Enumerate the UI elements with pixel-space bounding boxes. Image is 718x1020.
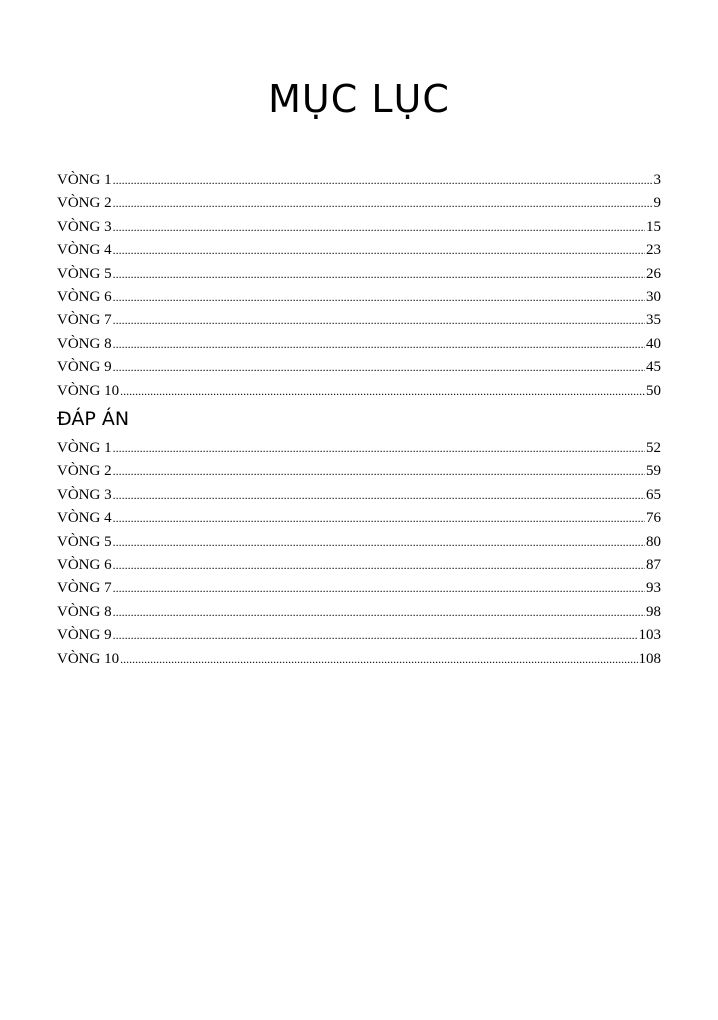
toc-page-number: 15 (646, 218, 661, 235)
toc-leader-dots (113, 461, 645, 481)
toc-entry-label: VÒNG 3 (57, 218, 112, 235)
toc-entry-label: VÒNG 4 (57, 510, 112, 527)
toc-entry-label: VÒNG 1 (57, 440, 112, 456)
toc-entry-label: VÒNG 10 (57, 650, 120, 667)
toc-row[interactable] (57, 170, 661, 193)
answers-section-heading: ĐÁP ÁN (57, 408, 130, 430)
toc-leader-dots (113, 193, 653, 213)
toc-page-number: 103 (638, 627, 661, 644)
toc-leader-dots (113, 217, 645, 237)
toc-row[interactable] (57, 287, 661, 310)
toc-entry-label: VÒNG 9 (57, 627, 112, 644)
toc-entry-label: VÒNG 8 (57, 603, 112, 620)
toc-entry-label: VÒNG 6 (57, 556, 112, 573)
toc-page-number: 52 (646, 440, 661, 456)
toc-leader-dots (113, 485, 645, 505)
toc-page-number: 87 (646, 556, 661, 573)
toc-row[interactable] (57, 357, 661, 380)
toc-entry-label: VÒNG 1 (57, 172, 112, 188)
toc-entry-label: VÒNG 5 (57, 265, 112, 282)
toc-leader-dots (113, 264, 645, 284)
toc-leader-dots (113, 334, 645, 354)
toc-entry-label: VÒNG 2 (57, 195, 112, 212)
toc-leader-dots (113, 240, 645, 260)
toc-entry-label: VÒNG 4 (57, 242, 112, 259)
toc-leader-dots (113, 508, 645, 528)
page-title: MỤC LỤC (268, 77, 450, 121)
toc-page-number: 80 (646, 533, 661, 550)
toc-row[interactable] (57, 217, 661, 240)
table-of-contents (57, 170, 661, 404)
toc-row[interactable] (57, 334, 661, 357)
toc-row[interactable] (57, 532, 661, 555)
toc-page-number: 40 (646, 335, 661, 352)
toc-leader-dots (113, 287, 645, 307)
toc-page-number: 50 (646, 382, 661, 399)
toc-row[interactable] (57, 193, 661, 216)
toc-leader-dots (120, 381, 645, 401)
toc-leader-dots (113, 438, 645, 458)
toc-page-number: 26 (646, 265, 661, 282)
toc-page-number: 65 (646, 486, 661, 503)
toc-leader-dots (113, 170, 653, 190)
toc-row[interactable] (57, 310, 661, 333)
toc-page-number: 108 (638, 650, 661, 667)
toc-page-number: 35 (646, 312, 661, 329)
toc-entry-label: VÒNG 5 (57, 533, 112, 550)
toc-row[interactable] (57, 649, 661, 672)
toc-entry-label: VÒNG 7 (57, 312, 112, 329)
toc-row[interactable] (57, 438, 661, 461)
toc-page-number: 59 (646, 463, 661, 480)
toc-page-number: 30 (646, 288, 661, 305)
toc-entry-label: VÒNG 9 (57, 359, 112, 376)
toc-leader-dots (113, 625, 638, 645)
toc-page-number: 98 (646, 603, 661, 620)
toc-entry-label: VÒNG 8 (57, 335, 112, 352)
answers-table-of-contents (57, 438, 661, 672)
toc-leader-dots (113, 532, 645, 552)
toc-row[interactable] (57, 264, 661, 287)
toc-leader-dots (113, 555, 645, 575)
toc-leader-dots (113, 310, 645, 330)
toc-leader-dots (113, 602, 645, 622)
toc-leader-dots (120, 649, 637, 669)
toc-page-number: 45 (646, 359, 661, 376)
toc-row[interactable] (57, 555, 661, 578)
toc-page-number: 93 (646, 580, 661, 597)
toc-row[interactable] (57, 578, 661, 601)
toc-page-number: 23 (646, 242, 661, 259)
toc-entry-label: VÒNG 10 (57, 382, 120, 399)
toc-row[interactable] (57, 240, 661, 263)
toc-row[interactable] (57, 461, 661, 484)
toc-row[interactable] (57, 602, 661, 625)
toc-leader-dots (113, 578, 645, 598)
toc-page-number: 9 (653, 195, 661, 212)
toc-row[interactable] (57, 381, 661, 404)
toc-row[interactable] (57, 625, 661, 648)
toc-entry-label: VÒNG 7 (57, 580, 112, 597)
toc-entry-label: VÒNG 6 (57, 288, 112, 305)
toc-entry-label: VÒNG 3 (57, 486, 112, 503)
toc-row[interactable] (57, 508, 661, 531)
toc-leader-dots (113, 357, 645, 377)
toc-page-number: 3 (653, 172, 661, 188)
toc-page-number: 76 (646, 510, 661, 527)
toc-row[interactable] (57, 485, 661, 508)
toc-entry-label: VÒNG 2 (57, 463, 112, 480)
